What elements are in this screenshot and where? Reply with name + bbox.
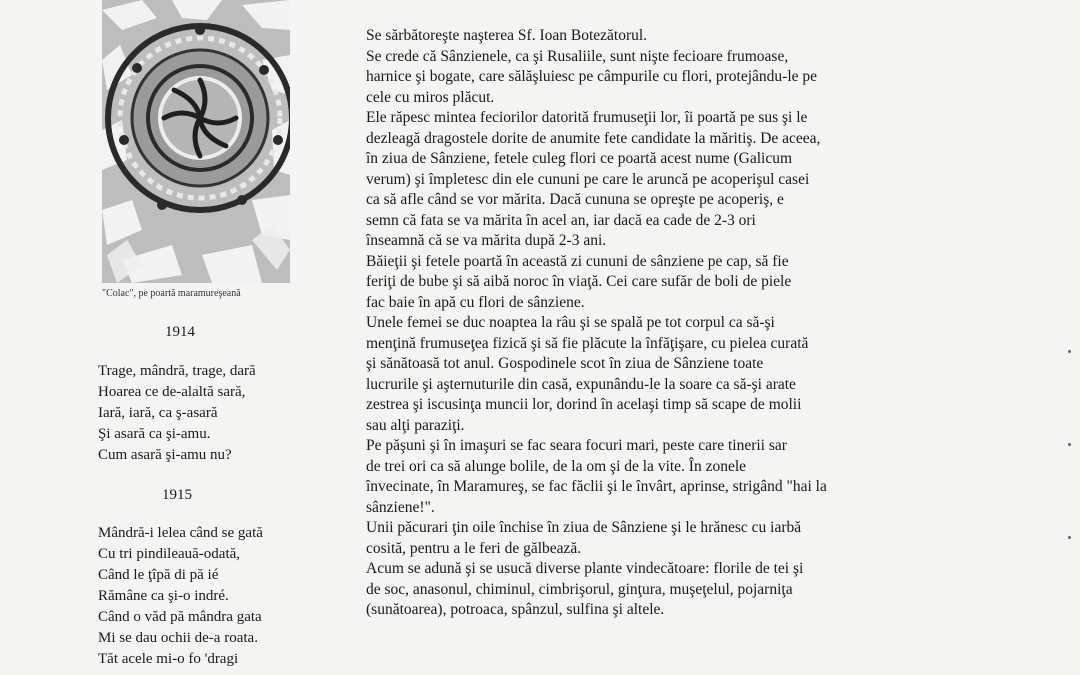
poem-line: Cu tri pindileauă-odată, [98,546,241,562]
text-line: cosită, pentru a le feri de gălbează. [366,539,582,557]
poem-line: Hoarea ce de-alaltă sară, [98,384,246,400]
text-line: Ele răpesc mintea feciorilor datorită frumuseţii lor, îi poartă pe sus şi le [366,109,808,126]
main-text-column [366,26,978,621]
text-line: feriţi de bube şi să aibă noroc în viaţă. Cei care sufăr de boli de piele [366,273,792,290]
text-line: Băieţii şi fetele poartă în această zi cununi de sânziene pe cap, să fie [366,252,789,270]
poem-line: Tăt acele mi-o fo 'dragi [98,651,239,667]
text-line: sânziene!". [366,498,435,516]
text-line: cele cu miros plăcut. [366,88,495,106]
poem-line: Cum asară şi-amu nu? [98,447,232,463]
text-line: (sunătoarea), potroaca, spânzul, sulfina şi altele. [366,601,665,618]
paragraph [366,559,978,621]
text-line: harnice şi bogate, care sălăşluiesc pe câmpurile cu flori, protejându-le pe [366,68,818,85]
text-line: Se crede că Sânzienele, ca şi Rusaliile, sunt nişte fecioare frumoase, [366,47,789,65]
paragraph [366,108,978,252]
text-line: şi sănătoasă tot anul. Gospodinele scot în ziua de Sânziene toate [366,355,764,372]
text-line: sau alţi paraziţi. [366,416,465,434]
poem-line: Mi se dau ochii de-a roata. [98,630,258,646]
text-line: lucrurile şi aşternuturile din casă, expunându-le la soare ca să-şi arate [366,375,796,393]
text-line: Unele femei se duc noaptea la râu şi se spală pe tot corpul ca să-şi [366,314,775,331]
paragraph [366,47,978,109]
text-line: Pe păşuni şi în imaşuri se fac seara focuri mari, peste care tinerii sar [366,437,787,454]
text-line: ca să afle când se vor mărita. Dacă cununa se opreşte pe acoperiş, e [366,191,784,208]
poem-year-1915: 1915 [162,487,192,503]
paragraph [366,26,978,47]
text-line: de trei ori ca să alunge bolile, de la om şi de la vite. În zonele [366,457,747,475]
poem-line: Mândră-i lelea când se gată [98,525,263,541]
poem-line: Trage, mândră, trage, dară [98,363,256,379]
poem-1915 [98,523,368,670]
text-line: menţină frumuseţea fizică şi să fie plăcute la înfăţişare, cu pielea curată [366,334,809,352]
text-line: zestrea şi iscusinţa muncii lor, dorind în acelaşi timp să scape de molii [366,396,802,413]
text-line: de soc, anasonul, chiminul, cimbrişorul, ginţura, muşeţelul, pojarniţa [366,580,793,598]
text-line: semn că fata se va mărita în acel an, iar dacă ea cade de 2-3 ori [366,211,756,229]
text-line: Acum se adună şi se usucă diverse plante vindecătoare: florile de tei şi [366,560,804,577]
carved-rosette-image [102,0,290,283]
paragraph [366,252,978,314]
text-line: înseamnă că se va mărita după 2-3 ani. [366,232,607,249]
text-line: învecinate, în Maramureş, se fac făclii şi le învârt, aprinse, strigând "hai la [366,478,827,495]
paragraph [366,518,978,559]
text-line: în ziua de Sânziene, fetele culeg flori ce poartă acest nume (Galicum [366,150,793,167]
paragraph [366,436,978,518]
poem-line: Iară, iară, ca ş-asară [98,405,218,421]
poem-1914 [98,361,368,466]
scan-margin-marks [1068,350,1072,629]
poem-line: Rămâne ca şi-o indré. [98,588,229,604]
poem-year-1914: 1914 [165,324,195,340]
text-line: fac baie în apă cu flori de sânziene. [366,293,585,311]
poem-line: Când le ţîpă di pă ié [98,567,219,583]
text-line: Unii păcurari ţin oile închise în ziua de Sânziene şi le hrănesc cu iarbă [366,519,802,536]
text-line: verum) şi împletesc din ele cununi pe care le aruncă pe acoperişul casei [366,170,810,188]
figure-caption: "Colac", pe poartă maramureşeană [102,288,241,299]
poem-line: Când o văd pă mândra gata [98,609,262,625]
paragraph [366,313,978,436]
text-line: dezleagă dragostele dorite de anumite fete candidate la măritiş. De aceea, [366,129,821,147]
poem-line: Şi asară ca şi-amu. [98,426,211,442]
text-line: Se sărbătoreşte naşterea Sf. Ioan Botezătorul. [366,27,648,44]
carved-colac-photo [102,0,290,283]
